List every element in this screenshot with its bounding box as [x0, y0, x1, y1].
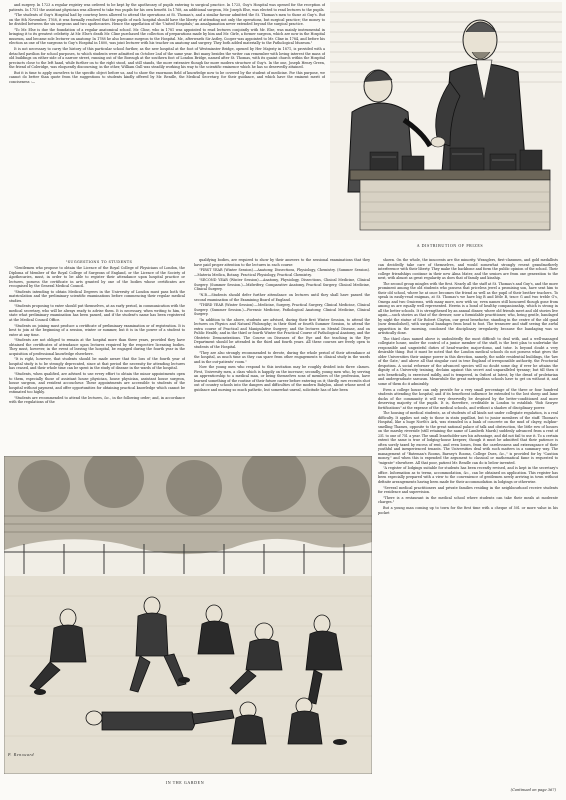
paragraph: "To Mr. Else is due the foundation of a regular anatomical school. Mr. Cline, who in 1781 was appointed to read lectures conjointly with Mr. Else, was mainly instrumental in bringing it to its greatest celebrity. At Mr. Else's death Mr. Cline purchased the collection of preparations made by him and Mr. Girle, a former surgeon, which are now in the Hospital museum, and became sole lecturer on anatomy. In 1788 he also became surgeon to the Hospital. Mr., afterwards Sir Astley, Cooper was appointed to Mr. Cline in 1784, and before his election as one of the surgeons to Guy's Hospital in 1800, was joint lecturer with his teacher on anatomy and surgery. They both added materially to the Pathological Museum."	[9, 27, 325, 46]
paragraph: The second group mingles with the first. Nearly all the staff at St. Thomas's and Guy's, and the more prominent among the old students who possess that priceless jewel a promising son, have sent him to their old school, where he at once becomes the friend as well as the pupil of their brother teachers. To speak in easily-read enigmas, at St. Thomas's we have big B and little B, trace G and two treble G's, Omega and two Omicrons, with many more, now with us; even names still honoured though gone from among us are equally well represented. Herein is a bond of healthy companionship, which is strong in all the better schools. It is strengthened by an annual dinner, where old friends meet and old stories live again,—such stories as that of the dresser, now a formidable practitioner, who, being gentle, bandaged by night the statue of Sir Robert Clayton, our great benefactor, standing in the centre of the old quad (now demolished), with surgical bandages from head to foot. The treasurer and staff seeing the awful apparition in the morning, condoned the disciplinary irregularity because the bandaging was so artistically done.	[378, 281, 558, 336]
distribution-of-prizes-illustration	[330, 2, 562, 240]
paragraph: "In addition to the above, students are advised, during their first Winter Session, to attend the lectures on Physics and Natural Philosophy; in their third or fourth Summer Session, to attend the extra course of Practical and Manipulative Surgery; and the lectures on Mental Disease, and on Public Health; and in the third or fourth Winter the Practical Course of Pathological Anatomy, and the Obstetric Demonstrations. The Course on Diseases of the Eye and the teaching in the Eye Department should be attended in the third and fourth years. All these courses are freely open to students of the Hospital.	[194, 317, 370, 349]
engraving-prizes	[330, 2, 562, 240]
paragraph: "A register of lodgings suitable for students has been recently revised, and is kept in the secretary's office. Information as to terms, accommodation, &c., can be obtained on application. This register has been especially prepared with a view to the convenience of gentlemen newly arriving in town without definite arrangements having been made for their accommodation in lodgings or otherwise.	[378, 466, 558, 484]
paragraph: "FIRST YEAR (Winter Session).—Anatomy, Dissections, Physiology, Chemistry. (Summer Session).—Materia Medica, Botany, Practical Physiology, Practical Chemistry.	[194, 268, 370, 277]
paragraph: It is not necessary to carry the history of this particular school further, as the new hospital at the foot of Westminster Bridge, opened by Her Majesty in 1871, is provided with a detached pavilion for school purposes, to which students were admitted on October 2nd of the same year. But many besides the writer can remember with loving interest the mass of old buildings on either side of a narrow street, running out of the Borough at the southern foot of London Bridge, named after St. Thomas, with its quaint church within the Hospital precincts close to the left hand, while further on to the right stood, and still stands, the more extensive though far more modern structure of Guy's. In the one, Joseph Henry Green, the friend of Coleridge, was eloquently discoursing; in the other, William Gull was steadily working his way to the scientific eminence which he has so deservedly attained.	[9, 47, 325, 70]
caption-garden: IN THE GARDEN	[165, 780, 205, 785]
continued-note: (Continued on page 367)	[510, 788, 556, 792]
column-one	[9, 266, 185, 452]
engraving-garden	[4, 456, 372, 774]
paragraph: "SECOND YEAR (Winter Session).—Anatomy, Physiology, Dissections, Clinical Medicine, Clinical Surgery. (Summer Session.)—Midwifery, Comparative Anatomy, Practical Surgery, Clinical Medicine, Clinical Surgery.	[194, 278, 370, 292]
caption-prizes: A DISTRIBUTION OF PRIZES	[416, 243, 484, 248]
paragraph: "The students of Guy's Hospital had by courtesy been allowed to attend the operations at St. Thomas's, and a similar favour admitted the St. Thomas's men to those at Guy's. But on the 8th November, 1768, it was formally resolved that the pupils of each hospital should have the liberty of attending not only the operations, but surgical practice; the money to be divided between the six surgeons and two apothecaries. Hence the appellation of the 'United Hospitals;' an amalgamation never extended beyond the surgical practice.	[9, 13, 325, 27]
article-intro-column	[9, 3, 325, 256]
paragraph: shown. On the whole, the innocents are the minority. Wranglers, first-classmen, and gold medallists can decidedly take care of themselves, and would somewhat strongly resent grandmotherly interference with their liberty. They make the backbone and form the public opinion of the school. Their college friendships continue in their new Alma Mater, and the seniors are from one generation to the next, with almost as great regularity as does that of family and kinship.	[378, 258, 558, 280]
paragraph: "It is right, however, that students should be made aware that the loss of the fourth year of hospital study is to be strongly deprecated, since at that period the necessity for attending lectures has ceased, and their whole time can be spent in the study of disease in the wards of the hospital.	[9, 357, 185, 371]
paragraph: But it is time to apply ourselves to the specific object before us, and to show the enormous field of knowledge now to be covered by the student of medicine. For this purpose, we cannot do better than quote from the suggestions to students kindly offered by Mr. Rendle, the Medical Secretary, for their guidance, and which have the eminent merit of conciseness :—	[9, 70, 325, 84]
paragraph: Now the young men who respond to this invitation may be roughly divided into three classes. First, University men, a class which is happily on the increase; secondly, young men who, by serving an apprenticeship to a medical man, or being themselves sons of members of the profession, have learned something of the routine of their future career before entering on it; thirdly, raw recruits shot out of country schools into the dangers and difficulties of the modern Babylon, about whose need of guidance and nursing so much pathetic, but somewhat unreal, solicitude has of late been	[194, 365, 370, 392]
paragraph: "Students, when qualified, are advised to use every effort to obtain the minor appointments open to them, especially those of assistant house physician, house physician, assistant house surgeon, house surgeon, and resident accoucheur. These appointments are accessible to students of the hospital without payment, and offer opportunities for obtaining practical knowledge which cannot be estimated too highly.	[9, 372, 185, 395]
paragraph: "There is a restaurant in the medical school where students can take their meals at moderate charges."	[378, 495, 558, 505]
paragraph: "Gentlemen who propose to obtain the Licence of the Royal College of Physicians of London, the Diploma of Member of the Royal College of Surgeons of England, or the Licence of the Society of Apothecaries, must, in order to be able to register their attendance upon hospital practice or lectures, possess the certificate in arts granted by one of the bodies whose certificates are recognised by the General Medical Council.	[9, 266, 185, 288]
paragraph: But a young man coming up to town for the first time with a cheque of 50l. or more value in his pocket	[378, 506, 558, 515]
paragraph: "Several medical practitioners and private families residing in the neighbourhood receive students for residence and supervision.	[378, 485, 558, 495]
paragraph: "Students on joining must produce a certificate of preliminary examination or of registration. It is best to join at the beginning of a session, winter or summer, but it is in the power of a student to enter at any time.	[9, 323, 185, 337]
column-three	[378, 258, 558, 786]
paragraph: Even a college house can only provide for a very small percentage of the three or four hundred students attending the hospital; and if its beneficent influence be extended to the lost sheep and lame ducks of the community it will very deservedly be despised by the better-conditioned and more deserving majority of the pupils. It is, therefore, creditable in London to establish "Bob Sawyer fortifications" at the expense of the medical schools, and without a shadow of disciplinary power.	[378, 387, 558, 410]
signature-renouard: P. Renouard	[8, 752, 35, 757]
suggestions-heading: "SUGGESTIONS TO STUDENTS	[65, 260, 133, 264]
column-two	[194, 258, 370, 452]
paragraph: "Students intending to obtain Medical Degrees in the University of London must pass both the matriculation and the preliminary scientific examinations before commencing their regular medical studies.	[9, 289, 185, 303]
paragraph: "Students are recommended to attend the lectures, &c., in the following order; and, in accordance with the regulations of the	[9, 395, 185, 405]
paragraph: "THIRD YEAR (Winter Session).—Medicine, Surgery, Practical Surgery, Clinical Medicine, Clinical Surgery. (Summer Session.)—Forensic Medicine, Pathological Anatomy, Clinical Medicine, Clinical Surgery.	[194, 303, 370, 317]
paragraph: The housing of medical students, as of students of all kinds not under collegiate regulation, is a real difficulty. It applies not only to those in statu pupillari, but to junior members of the staff. Thomas's Hospital, like a huge North's Ark, was stranded in a bank of concrete on the mud of clayey, sulphur-smelling Thames, opposite to the great national palace of talk and obstruction, the little row of houses on the marshy riverside (still retaining the name of Lambeth Marsh) suddenly advanced from a rent of 25l. to one of 75l. a year. The small leaseholder saw his advantage, and did not fail to use it. To a certain extent the same is true of lodging-house keepers; though it must be admitted that their patience is often sorely taxed by excess of rent, and even losses, from the carelessness and extravagance of their youthful and inexperienced tenants. The Universities deal with such matters in a summary way. The management of "Bateman's Rooms, Barney's Rooms, College Dues, &c.," is provided for by "Caution money," and when this is expended the argument to classical or mathematical fame is requested to "migrate" elsewhere. All that poor, patient Mr. Rendle can do is below invented.	[378, 411, 558, 465]
paragraph: "N.B.—Students should defer further attendance on lectures until they shall have passed the second examination of the Examining Board of England.	[194, 293, 370, 302]
paragraph: "Students proposing to enter should put themselves, at an early period, in communication with the medical secretary, who will be always ready to advise them. It is necessary, when writing to him, to state what preliminary examination has been passed, and if the student's name has been registered at the Medical Council Office.	[9, 304, 185, 322]
paragraph: "Students are not obliged to remain at the hospital more than three years, provided they have obtained the certificates of attendance upon lectures required by the respective licensing bodies. They must, however, in the event of leaving the hospital, be engaged during the fourth year in the acquisition of professional knowledge elsewhere.	[9, 338, 185, 356]
paragraph: "They are also strongly recommended to devote, during the whole period of their attendance at the hospital, as much time as they can spare from other engagements to clinical study in the wards and in the out-patients' room."	[194, 350, 370, 364]
in-the-garden-illustration	[4, 456, 372, 774]
suggestions-heading-wrap	[9, 258, 189, 266]
paragraph: The third class named above is undoubtedly the most difficult to deal with, and a well-managed collegiate house, under the control of a junior member of the staff, is the best plan to undertake the responsible and ungrateful duties of head-warder, major-domo, and tutor. Is beyond doubt a very desirable thing. But it must be noted that the London medical schools do not possess what gives the older Universities their unique power in this direction, namely, the noble residential buildings, the 'law of the Gate,' and above all that singular cast in true England of irresponsible authority, the Proctorial despotism. A social reformer of the advanced species will no doubt some day, if ever he attains the dignity of a University training, declaim against this secret and unparalleled tyranny; but till then it acts beneficially, is exercised mildly, and is tempered, in Oxford at latest, by the dread of proletarian and undergraduate sarcasm. Meanwhile the great metropolitan schools have to get on without it, and some of them do it admirably.	[378, 336, 558, 386]
paragraph: qualifying bodies, are required to show by their answers to the sessional examinations that they have paid proper attention to the lectures in each course:	[194, 258, 370, 267]
paragraph: and surgery. In 1723 a regular registry was ordered to be kept by the apothecary of pupils entering to surgical practice. In 1725, Guy's Hospital was opened for the reception of patients. In 1751 the assistant physician was allowed to take two pupils for his own benefit. In 1768, an additional surgeon, Mr. Joseph Else, was elected to read lectures to the pupils.	[9, 3, 325, 12]
